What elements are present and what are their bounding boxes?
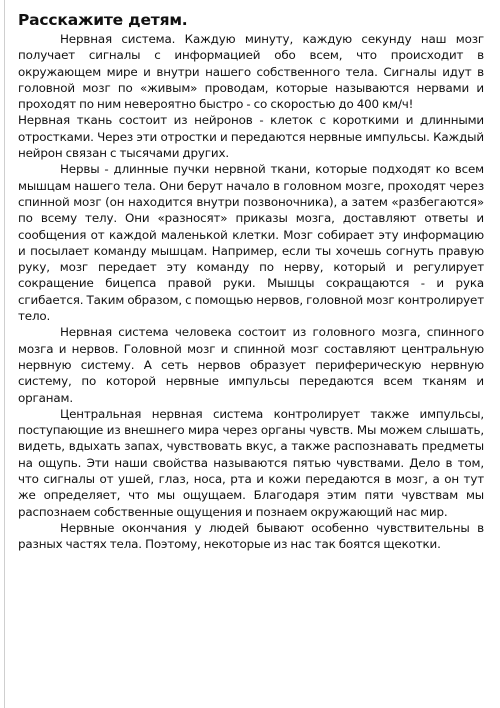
paragraph-nerve-tissue: Нервная ткань состоит из нейронов - клеток с короткими и длинными отростками. Через эти отростки и передаются нервные импульсы. Каждый нейрон связан с тысячами других. xyxy=(18,113,484,161)
article-title: Расскажите детям. xyxy=(18,11,188,29)
paragraph-nervous-system: Нервная система. Каждую минуту, каждую секунду наш мозг получает сигналы с информацией обо всем, что происходит в окружающем мире и внутри нашего собственного тела. Сигналы идут в головной мозг по «живым» проводам, которые называются нервами и проходят по ним невероятно быстро - со скоростью до 400 км/ч! xyxy=(18,32,484,112)
paragraph-nerve-endings: Нервные окончания у людей бывают особенно чувствительны в разных частях тела. Поэтому, некоторые из нас так боятся щекотки. xyxy=(18,520,484,552)
paragraph-system-structure: Нервная система человека состоит из головного мозга, спинного мозга и нервов. Головной мозг и спинной мозг составляют центральную нервную систему. А сеть нервов образует периферическую нервную систему, по которой нервные импульсы передаются всем тканям и органам. xyxy=(18,325,484,405)
page-edge-line xyxy=(4,0,5,708)
paragraph-nerves: Нервы - длинные пучки нервной ткани, которые подходят ко всем мышцам нашего тела. Они берут начало в головном мозге, проходят через спинной мозг (он находится внутри позвоночника), а затем «разбегаются» по всему телу. Они «разносят» приказы мозга, доставляют ответы и сообщения от каждой маленькой клетки. Мозг собирает эту информацию и посылает команду мышцам. Например, если ты хочешь согнуть правую руку, мозг передает эту команду по нерву, который и регулирует сокращение бицепса правой руки. Мышцы сокращаются - и рука сгибается. Таким образом, с помощью нервов, головной мозг контролирует тело. xyxy=(18,162,484,324)
paragraph-five-senses: Центральная нервная система контролирует также импульсы, поступающие из внешнего мира через органы чувств. Мы можем слышать, видеть, вдыхать запах, чувствовать вкус, а также распознавать предметы на ощупь. Эти наши свойства называются пятью чувствами. Дело в том, что сигналы от ушей, глаз, носа, рта и кожи передаются в мозг, а он тут же определяет, что мы ощущаем. Благодаря этим пяти чувствам мы распознаем собственные ощущения и познаем окружающий нас мир. xyxy=(18,406,484,519)
